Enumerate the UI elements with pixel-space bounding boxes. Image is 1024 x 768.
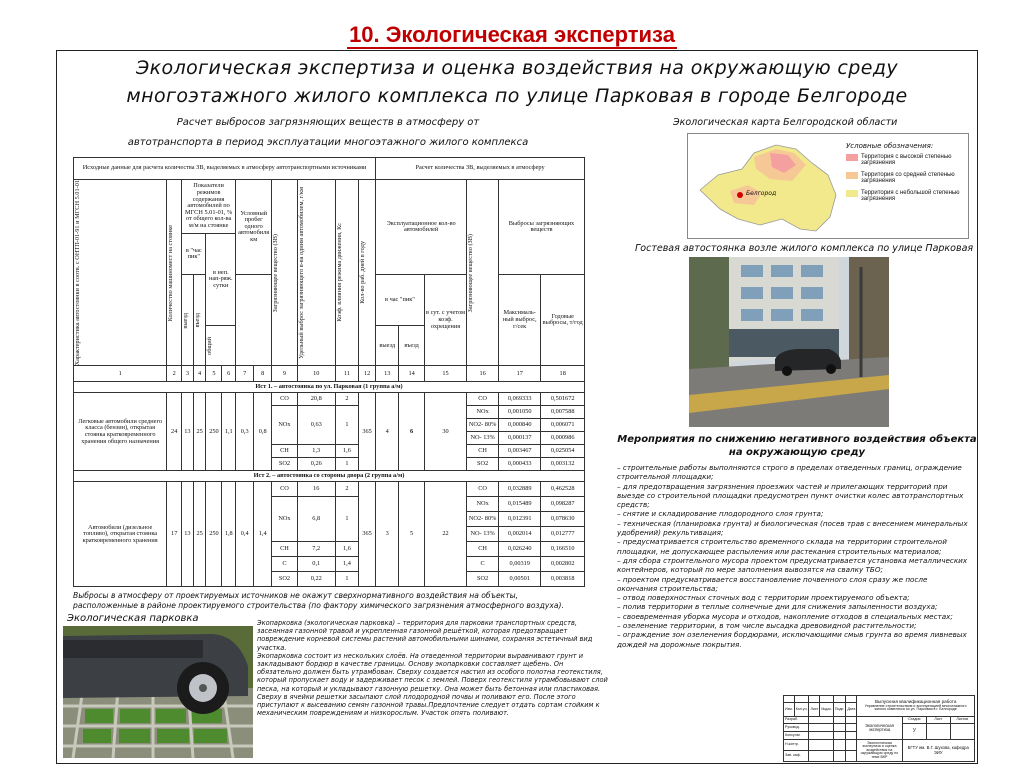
eco-parking-paragraph: Экопарковка (экологическая парковка) – территория для парковки транспортных средств, засеянная газонной травой и укрепленная газонной решёткой, которая предотвращает повреждение корневой системы растений автомобильными шинами, сохраняя эстетичный вид участка. [257,619,593,652]
eco-parking-text [257,619,609,717]
ecological-map [687,133,969,239]
ist2-desc: Автомобили (дизельное топливо), открытая стоянка кратковременного хранения [74,482,167,587]
calc-title-line2: автотранспорта в период эксплуатации многоэтажного жилого комплекса [127,137,529,148]
map-city-label: Белгород [746,190,777,197]
stamp-section: Экологическая экспертиза [857,717,902,740]
section-2-title: Ист 2. – автостоянка со стороны двора (2 группа а/м) [74,471,585,482]
eco-parking-title: Экологическая парковка [67,613,199,624]
legend-item-high: Территория с высокой степенью загрязнения [846,154,964,166]
stamp-table: Выпускная квалификационная работа Управление строительством и эксплуатацией многоэтажного жилого комплекса по ул. Парковая в г. Белгороде Изм. Кол.уч. Лист №док. Подп. Дата Разраб. Экологическая экспертиза Стадия Лист Листов Руковод. У Консульт. Н.контр. Экологическая экспертиза и оценка воздействия на окружающую среду по теме ВКР БГТУ им. В.Г. Шухова, кафедра ЭИУ Зав. каф. [783,695,975,762]
col-count: Количество машиномест на стоянке [167,224,175,321]
col-specific: Удельный выброс загрязняющего в-ва одним автомобилем, г/км [297,186,305,359]
measure-item: – своевременная уборка мусора и отходов, накопление отходов в специальных местах; [617,611,953,621]
main-title-line2: многоэтажного жилого комплекса по улице Парковая в городе Белгороде [126,85,908,107]
eco-parking-photo [63,626,253,758]
belgorod-region-map [690,135,840,237]
legend-swatch-medium [846,172,858,179]
map-legend [846,142,964,202]
col-max: Максималь-ный выброс, г/сек [499,275,541,366]
slide-title: 10. Экологическая экспертиза [349,22,675,47]
title-block-stamp [783,695,975,761]
col-emissions: Выбросы загрязняющих веществ [499,180,585,275]
calc-title-line1: Расчет выбросов загрязняющих веществ в атмосферу от [176,117,480,128]
col-coef: Коэф. влияния режима движения, Кс [335,223,343,323]
measure-item: – озеленение территории, в том числе высадка древовидной растительности; [617,621,917,631]
head-left: Исходные данные для расчета количества ЗВ, выделяемых в атмосферу автотранспортными источниками [74,158,376,180]
main-title-line1: Экологическая экспертиза и оценка воздействия на окружающую среду [136,57,898,79]
emissions-note: Выбросы в атмосферу от проектируемых источников не окажут сверхнормативного воздействия на объекты, расположенные в районе проектируемого строительства (по фактору химического загрязнения атмосферного воздуха). [73,591,564,610]
section-1-title: Ист 1. – автостоянка по ул. Парковая (1 группа а/м) [74,382,585,393]
col-days: Кол-во раб. дней в году [359,241,367,305]
ist1-desc: Легковые автомобили среднего класса (бензин), открытая стоянка кратковременного хранения общего назначения [74,393,167,471]
measure-item: – предусматривается строительство временного склада на территории строительной площадки, не допускающее распыления или растекания строительных материалов; [617,537,947,556]
measure-item: – отвод поверхностных сточных вод с территории проектируемого объекта; [617,593,910,603]
col-peak: в "час пик" [182,234,206,275]
col-run: Условный пробег одного автомобиля км [236,180,272,275]
col-hour-peak: в час "пик" [376,275,425,326]
legend-swatch-high [846,154,858,161]
guest-parking-photo [689,257,889,427]
map-title: Экологическая карта Белгородской области [673,117,898,128]
measures-list [617,463,969,649]
map-legend-title: Условные обозначения: [846,142,934,150]
stamp-sheet-title: Экологическая экспертиза и оценка воздействия на окружающую среду по теме ВКР [857,740,902,762]
col-day: в сут. с учетом коэф. охрещения [424,275,466,366]
col-in: въезд [193,313,201,328]
col-type: Характеристика автостоянки в соотв. с ОНТП-01-91 и МГСН 5.01-01 [74,180,81,366]
col-out: выезд [182,312,190,329]
col-pollutant2: Загрязняющее вещество (ЗВ) [467,233,475,312]
measure-item: – для предотвращения загрязнения проезжих частей и прилегающих территорий при выезде со строительной площадки предусмотрен пункт очистки колес автотранспортных средств; [617,481,964,510]
legend-swatch-low [846,190,858,197]
city-marker-icon [737,192,743,198]
col-pollutant: Загрязняющее вещество (ЗВ) [272,233,280,312]
emissions-table: Исходные данные для расчета количества ЗВ, выделяемых в атмосферу автотранспортными источниками Расчет количества ЗВ, выделяемых в атмосферу Характеристика автостоянки в соотв. с ОНТП-01-91 и МГСН 5.01-01 Количество машиномест на стоянке Показатели режимов содержания автомобилей по МГСН 5.01-01, % от общего кол-ва м/м на стоянке Условный пробег одного автомобиля км Загрязняющее вещество (ЗВ) Удельный выброс загрязняющего в-ва одним автомобилем, г/км Коэф. влияния режима движения, Кс Кол-во раб. дней в году Эксплуатационное кол-во автомобилей Загрязняющее вещество (ЗВ) Выбросы загрязняющих веществ в "час пик" в неп. нап-ряж. сутки выезд въезд в час "пик" в сут. с учетом коэф. охрещения Максималь-ный выброс, г/сек Годовые выбросы, т/год общий выезд въезд 1 2 3 4 5 6 7 8 9 10 11 12 13 14 15 16 17 18 Ист 1. – автостоянка по ул. Парковая (1 группа а/м) Легковые автомобили среднего класса (бензин), открытая стоянка кратковременного хранения общего назначения 24 13 25 250 1,1 0,3 0,8 CO 20,8 2 365 4 6 30 CO 0,069333 0,501672 NOx 0,63 1 NOx 0,001050 0,007588 NO2- 80% 0,000840 0,006071 NO- 13% 0,000137 0,000986 CH 1,3 1,6 CH 0,003467 0,025054 SO2 0,26 1 SO2 0,000433 0,003132 Ист 2. – автостоянка со стороны двора (2 группа а/м) Автомобили (дизельное топливо), открытая стоянка кратковременного хранения 17 13 25 250 1,8 0,4 1,4 CO 16 2 365 3 5 22 CO 0,032889 0,462528 NOx 6,8 1 NOx 0,015489 0,098287 NO2- 80% 0,012391 0,078630 NO- 13% 0,002014 0,012777 CH 7,2 1,6 CH 0,026240 0,166510 C 0,1 1,4 C 0,00319 0,002802 SO2 0,22 1 SO2 0,00501 0,003818 [73,157,585,587]
stamp-project: Управление строительством и эксплуатацией многоэтажного жилого комплекса по ул. Парковая в г. Белгороде [864,703,967,712]
measure-item: – ограждение зон озеленения бордюрами, исключающими смыв грунта во время ливневых дождей на дорожные покрытия. [617,630,967,649]
col-out-2: выезд [376,326,399,366]
measure-item: – строительные работы выполняются строго в пределах отведенных границ, ограждение строительной площадки; [617,463,962,482]
measure-item: – проектом предусматривается восстановление почвенного слоя сразу же после окончания строительства; [617,574,928,593]
parking-photo-title: Гостевая автостоянка возле жилого комплекса по улице Парковая [635,243,974,254]
col-ops: Эксплуатационное кол-во автомобилей [376,180,467,275]
poster-sheet [56,50,978,764]
col-nonpeak: в неп. нап-ряж. сутки [206,234,236,326]
measure-item: – техническая (планировка грунта) и биологическая (посев трав с внесением минеральных удобрений) рекультивация; [617,518,968,538]
head-right: Расчет количества ЗВ, выделяемых в атмосферу [376,158,585,180]
measures-title: Мероприятия по снижению негативного воздействия объекта на окружающую среду [617,434,977,458]
col-total: общий [206,336,214,355]
stamp-work: Выпускная квалификационная работа [874,699,957,705]
stamp-org: БГТУ им. В.Г. Шухова, кафедра ЭИУ [902,740,974,762]
col-regime: Показатели режимов содержания автомобилей по МГСН 5.01-01, % от общего кол-ва м/м на стоянке [182,180,236,234]
col-annual: Годовые выбросы, т/год [541,275,585,366]
legend-item-low: Территория с небольшой степенью загрязнения [846,190,964,202]
measure-item: – снятие и складирование плодородного слоя грунта; [617,509,824,519]
column-numbers-row: 1 2 3 4 5 6 7 8 9 10 11 12 13 14 15 16 17 18 [74,366,585,382]
measure-item: – для сбора строительного мусора проектом предусматривается установка металлических контейнеров, который по мере заполнения вывозятся на свалку ТБО; [617,555,968,575]
measure-item: – полив территории в теплые солнечные дни для снижения запыленности воздуха; [617,602,938,612]
col-in-2: въезд [399,326,424,366]
eco-parking-paragraph: Экопарковка состоит из нескольких слоёв. На отведенной территории выравнивают грунт и закладывают бордюр в качестве границы. Основу экопарковки составляет щебень. Он обязательно должен быть утрамбован. Сверху создается настил из особого полотна геотекстиля, который пропускает воду и задерживает песок с землей. Поверх геотекстиля утрамбовывают слой песка, на который и укладывают газонную решетку. Она может быть бетонная или пластиковая. Сверху в ячейки решетки засыпают слой плодородной почвы и поливают его. После этого приступают к высеванию семян газонной травы.Предпочтение следует отдать сортам стойким к механическим повреждениям и низкорослым. Участок опять поливают. [257,651,608,718]
legend-item-medium: Территория со средней степенью загрязнения [846,172,964,184]
